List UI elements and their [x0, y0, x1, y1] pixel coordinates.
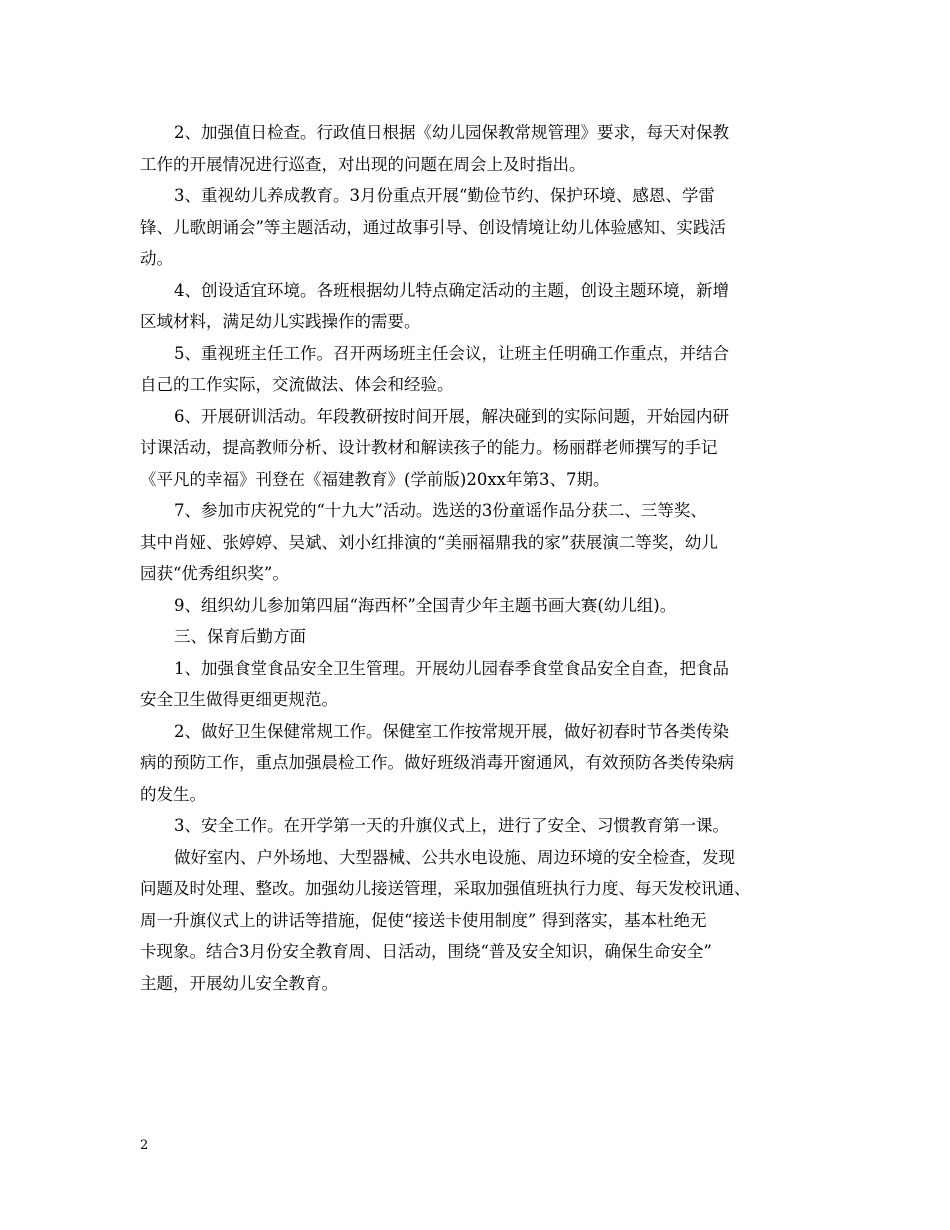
text-line: 3、重视幼儿养成教育。3月份重点开展“勤俭节约、保护环境、感恩、学雷: [174, 186, 715, 205]
text-line: 三、保育后勤方面: [174, 627, 306, 646]
text-line: 锋、儿歌朗诵会”等主题活动，通过故事引导、创设情境让幼儿体验感知、实践活: [140, 217, 726, 237]
text-line: 问题及时处理、整改。加强幼儿接送管理，采取加强值班执行力度、每天发校讯通、: [140, 879, 751, 898]
text-line: 5、重视班主任工作。召开两场班主任会议，让班主任明确工作重点，并结合: [174, 343, 729, 363]
text-line: 3、安全工作。在开学第一天的升旗仪式上，进行了安全、习惯教育第一课。: [174, 816, 729, 835]
paragraph-s3-p2-health: [140, 716, 830, 811]
text-line: 4、创设适宜环境。各班根据幼儿特点确定活动的主题，创设主题环境，新增: [174, 280, 729, 300]
text-line: 其中肖娅、张婷婷、吴斌、刘小红排演的“美丽福鼎我的家”获展演二等奖，幼儿: [140, 532, 718, 552]
text-line: 周一升旗仪式上的讲话等措施，促使“接送卡使用制度” 得到落实，基本杜绝无: [140, 910, 707, 930]
document-body: [140, 117, 830, 999]
paragraph-p2-check: [140, 117, 830, 180]
text-line: 讨课活动，提高教师分析、设计教材和解读孩子的能力。杨丽群老师撰写的手记: [140, 438, 718, 457]
paragraph-p9-contest: [140, 590, 830, 622]
paragraph-s3-p1-food: [140, 653, 830, 716]
paragraph-s3-p3-safety: [140, 810, 830, 842]
text-line: 动。: [140, 249, 173, 268]
text-line: 的发生。: [140, 784, 206, 804]
text-line: 7、参加市庆祝党的“十九大”活动。选送的3份童谣作品分获二、三等奖、: [174, 501, 707, 520]
text-line: 《平凡的幸福》刊登在《福建教育》(学前版)20xx年第3、7期。: [140, 469, 610, 489]
page-number: 2: [140, 1138, 149, 1153]
paragraph-p5-head-teacher: [140, 338, 830, 401]
paragraph-section-3-heading: [140, 621, 830, 653]
paragraph-p3-habit: [140, 180, 830, 275]
text-line: 病的预防工作，重点加强晨检工作。做好班级消毒开窗通风，有效预防各类传染病: [140, 753, 734, 772]
text-line: 2、加强值日检查。行政值日根据《幼儿园保教常规管理》要求，每天对保教: [174, 123, 729, 142]
text-line: 区域材料，满足幼儿实践操作的需要。: [140, 312, 421, 331]
text-line: 6、开展研训活动。年段教研按时间开展，解决碰到的实际问题，开始园内研: [174, 406, 729, 426]
text-line: 卡现象。结合3月份安全教育周、日活动，围绕“普及安全知识，确保生命安全”: [140, 942, 712, 961]
text-line: 2、做好卫生保健常规工作。保健室工作按常规开展，做好初春时节各类传染: [174, 721, 729, 741]
text-line: 工作的开展情况进行巡查，对出现的问题在周会上及时指出。: [140, 154, 586, 174]
paragraph-s3-p3-safety-cont: [140, 842, 830, 1000]
text-line: 自己的工作实际，交流做法、体会和经验。: [140, 375, 454, 394]
text-line: 9、组织幼儿参加第四届“海西杯”全国青少年主题书画大赛(幼儿组)。: [174, 595, 677, 615]
text-line: 园获“优秀组织奖”。: [140, 564, 289, 583]
text-line: 主题，开展幼儿安全教育。: [140, 973, 338, 993]
text-line: 做好室内、户外场地、大型器械、公共水电设施、周边环境的安全检查，发现: [174, 847, 735, 867]
paragraph-p7-celebration: [140, 495, 830, 590]
text-line: 安全卫生做得更细更规范。: [140, 690, 338, 709]
paragraph-p4-environment: [140, 275, 830, 338]
paragraph-p6-research: [140, 401, 830, 496]
text-line: 1、加强食堂食品安全卫生管理。开展幼儿园春季食堂食品安全自查，把食品: [174, 658, 729, 678]
